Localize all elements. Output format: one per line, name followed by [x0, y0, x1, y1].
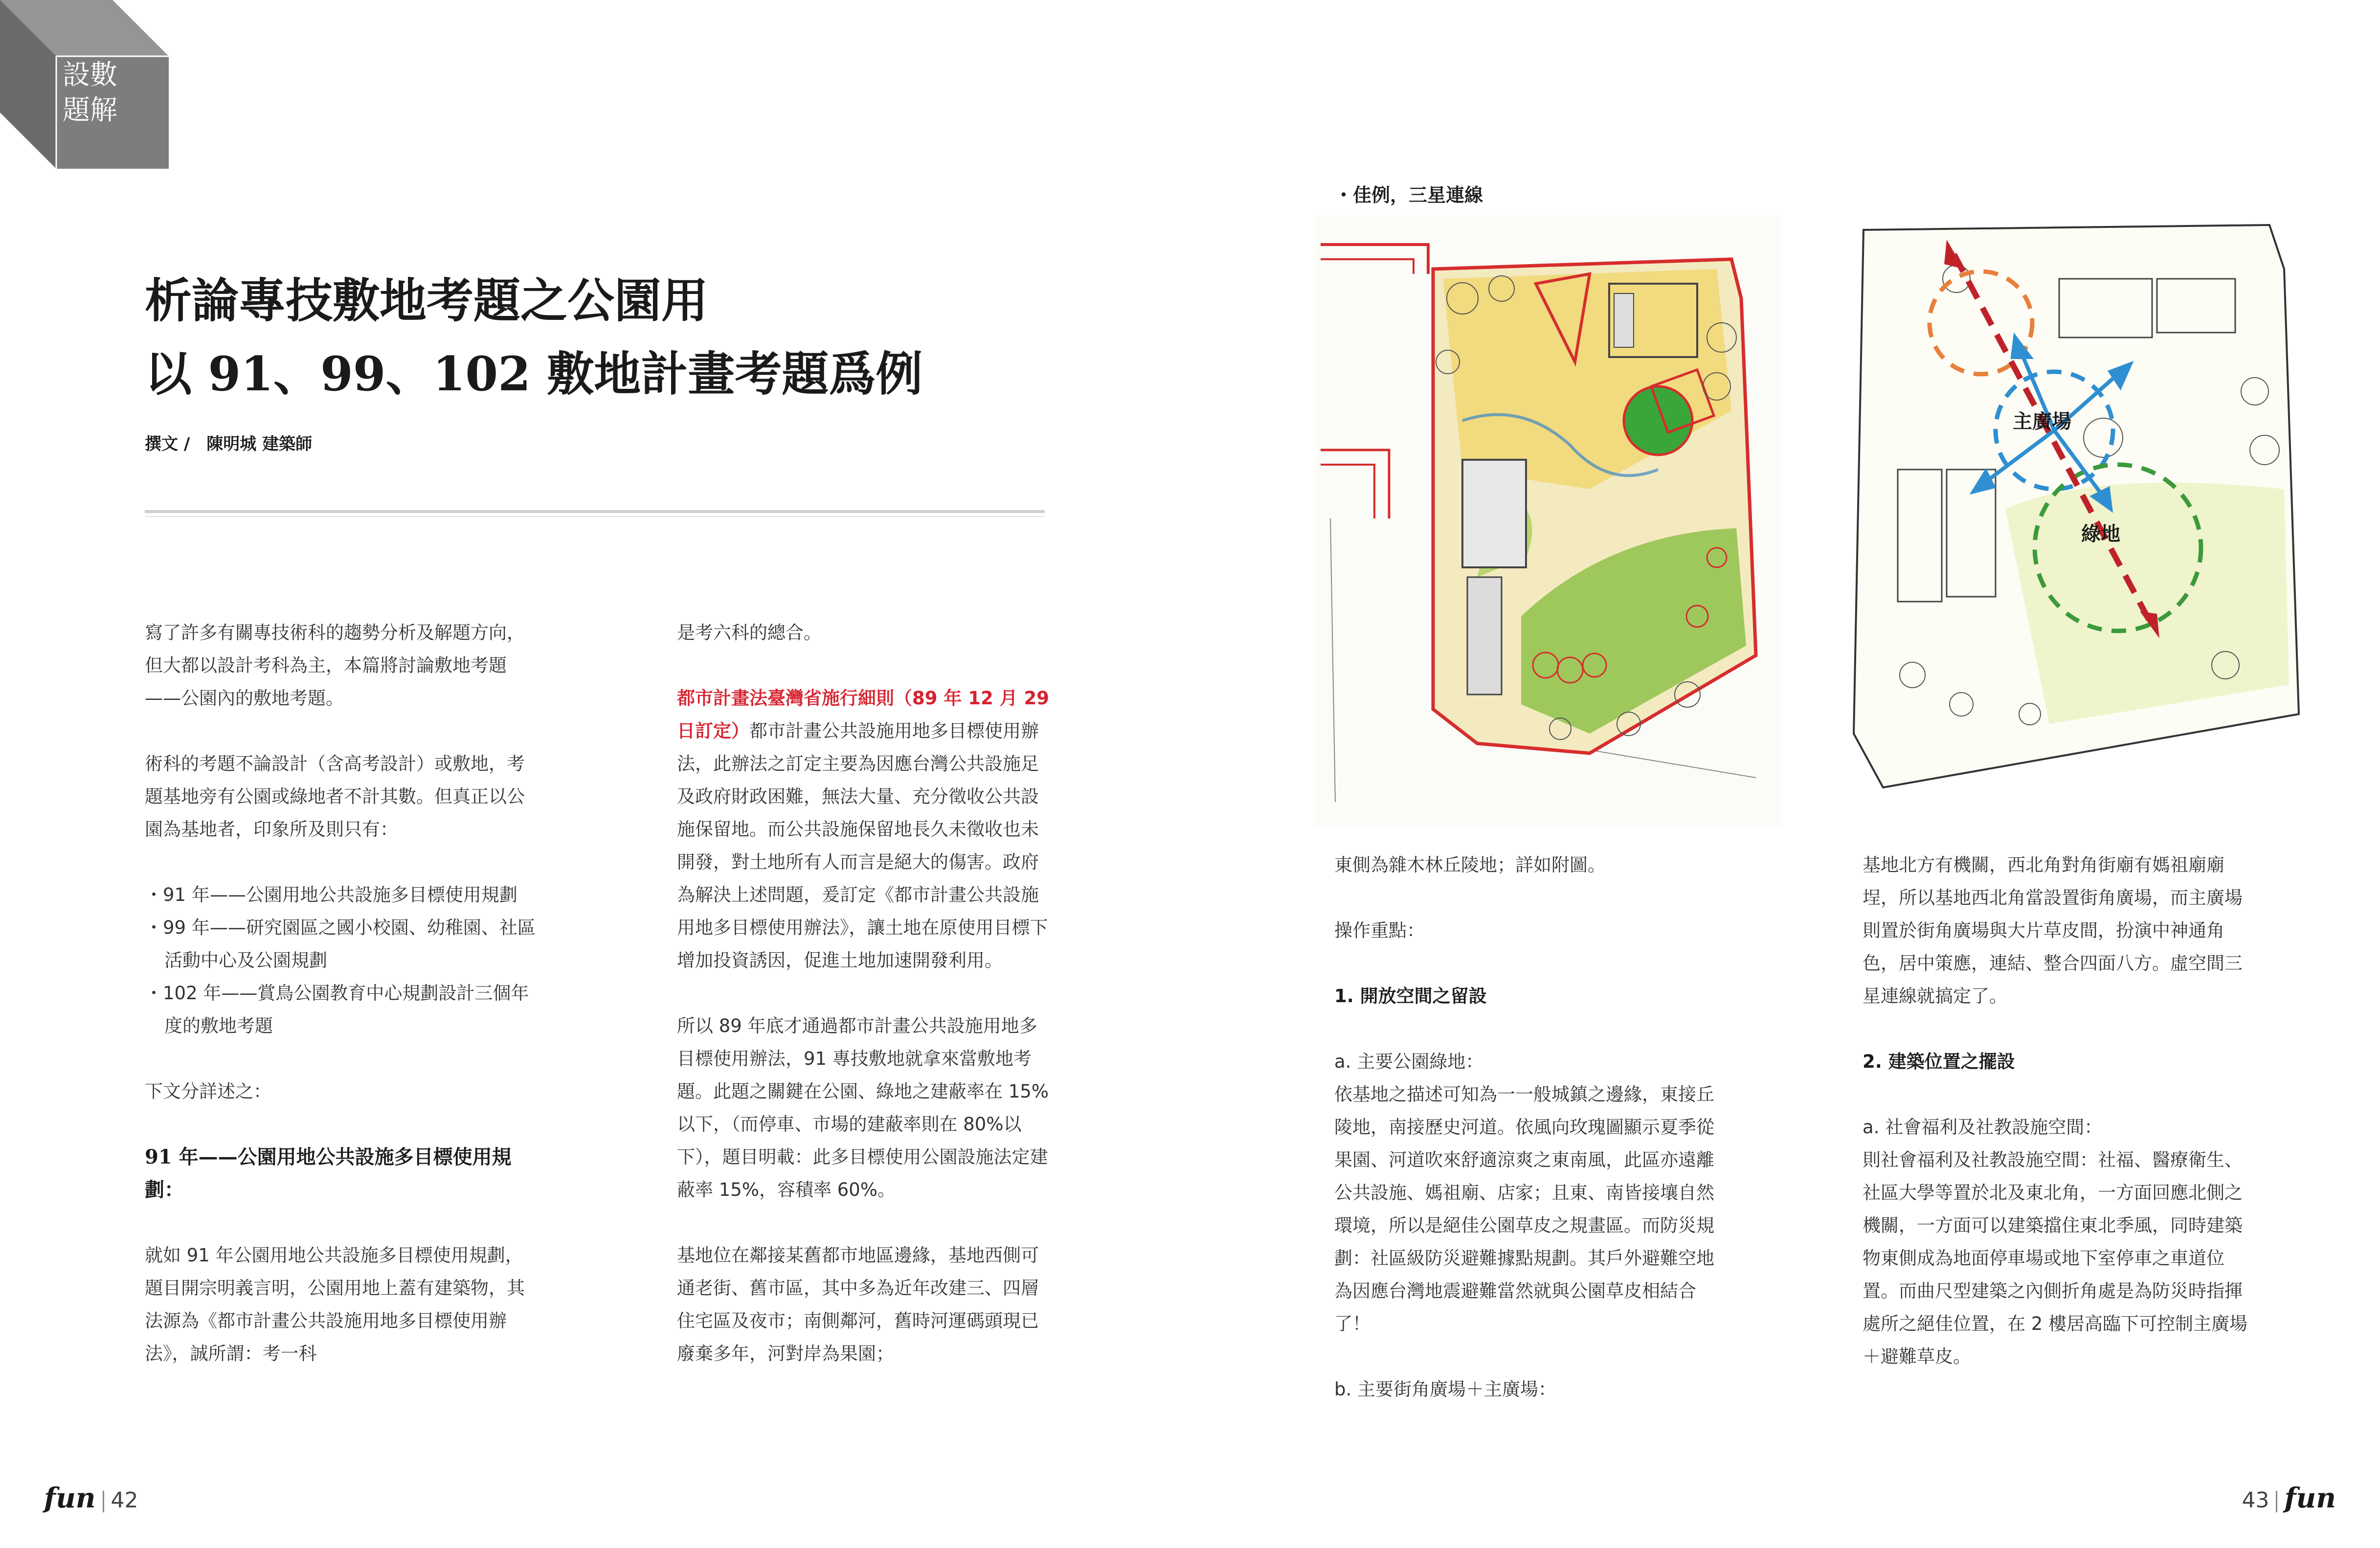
- footer-right: [2242, 1482, 2336, 1514]
- col4-a-label: a. 社會福利及社教設施空間：: [1863, 1117, 2103, 1138]
- col2-paragraph-1: 是考六科的總合。: [677, 622, 822, 643]
- col2-paragraph-2-body: 都市計畫公共設施用地多目標使用辦法，此辦法之訂定主要為因應台灣公共設施足及政府財政困難，無法大量、充分徵收公共設施保留地。而公共設施保留地長久未徵收也未開發，對土地所有人而言是絕大的傷害。政府為解決上述問題，爰訂定《都市計畫公共設施用地多目標使用辦法》，讓土地在原使用目標下增加投資誘因，促進土地加速開發利用。: [677, 720, 1048, 971]
- column-2: [677, 616, 1054, 1403]
- title-line2: 以 91、99、102 敷地計畫考題爲例: [145, 346, 923, 402]
- title-divider: [145, 510, 1045, 513]
- title-line1: 析論專技敷地考題之公園用: [145, 273, 708, 328]
- footer-separator: [2276, 1491, 2277, 1512]
- page-number-right: 43: [2242, 1488, 2269, 1513]
- col4-heading-2: 2. 建築位置之擺設: [1863, 1051, 2015, 1072]
- col4-a-text: 則社會福利及社教設施空間：社福、醫療衛生、社區大學等置於北及東北角，一方面回應北側之機關，一方面可以建築擋住東北季風，同時建築物東側成為地面停車場或地下室停車之車道位置。而曲尺型建築之內側折角處是為防災時指揮處所之絕佳位置，在 2 樓居高臨下可控制主廣場＋避難草皮。: [1863, 1149, 2248, 1367]
- section-badge-line1: 設數: [63, 59, 117, 91]
- col1-bullet-2: ・99 年——研究園區之國小校園、幼稚園、社區活動中心及公園規劃: [145, 917, 536, 971]
- footer-left: [44, 1482, 138, 1514]
- label-green: 綠地: [2081, 523, 2120, 545]
- col2-paragraph-3: 所以 89 年底才通過都市計畫公共設施用地多目標使用辦法，91 專技敷地就拿來當敷地考題。此題之關鍵在公園、綠地之建蔽率在 15%以下，（而停車、市場的建蔽率則在 80%以下），題目明載：此多目標使用公園設施法定建蔽率 15%，容積率 60%。: [677, 1015, 1049, 1200]
- col2-paragraph-2: [677, 682, 1054, 977]
- col1-paragraph-1: 寫了許多有關專技術科的趨勢分析及解題方向，但大都以設計考科為主，本篇將討論敷地考題——公園內的敷地考題。: [145, 622, 525, 709]
- column-4: [1863, 849, 2249, 1406]
- col3-paragraph-2: 操作重點：: [1334, 920, 1425, 941]
- col3-a-text: 依基地之描述可知為一一般城鎮之邊緣，東接丘陵地，南接歷史河道。依風向玫瑰圖顯示夏季從果園、河道吹來舒適涼爽之東南風，此區亦遠離公共設施、媽祖廟、店家；且東、南皆接壤自然環境，所以是絕佳公園草皮之規畫區。而防災規劃：社區級防災避難據點規劃。其戶外避難空地為因應台灣地震避難當然就與公園草皮相結合了！: [1334, 1084, 1714, 1334]
- magazine-logo: fun: [2284, 1482, 2336, 1514]
- three-star-diagram: [1844, 196, 2309, 831]
- title-divider-thin: [145, 516, 1045, 517]
- section-badge: [63, 58, 160, 128]
- figure-caption: ・佳例，三星連線: [1334, 184, 1483, 206]
- magazine-logo: fun: [44, 1482, 96, 1514]
- label-main-plaza: 主廣場: [2013, 410, 2071, 433]
- col3-heading-1: 1. 開放空間之留設: [1334, 986, 1487, 1007]
- site-plan-sketch: [1316, 215, 1780, 827]
- col1-bullet-1: ・91 年——公園用地公共設施多目標使用規劃: [145, 884, 517, 905]
- article-title: [145, 264, 922, 411]
- footer-separator: [103, 1491, 104, 1512]
- col3-paragraph-1: 東側為雜木林丘陵地；詳如附圖。: [1334, 854, 1606, 875]
- col3-a-label: a. 主要公園綠地：: [1334, 1051, 1484, 1072]
- col2-paragraph-4: 基地位在鄰接某舊都市地區邊緣，基地西側可通老街、舊市區，其中多為近年改建三、四層住宅區及夜市；南側鄰河，舊時河運碼頭現已廢棄多年，河對岸為果園；: [677, 1245, 1039, 1364]
- col3-b-label: b. 主要街角廣場＋主廣場：: [1334, 1379, 1557, 1400]
- column-3: [1334, 849, 1726, 1438]
- col1-bullet-3: ・102 年——賞鳥公園教育中心規劃設計三個年度的敷地考題: [145, 983, 529, 1036]
- col1-paragraph-4: 就如 91 年公園用地公共設施多目標使用規劃，題目開宗明義言明，公園用地上蓋有建築物，其法源為《都市計畫公共設施用地多目標使用辦法》，誠所謂：考一科: [145, 1245, 525, 1364]
- byline: 撰文 / 陳明城 建築師: [145, 434, 313, 454]
- column-1: [145, 616, 536, 1403]
- col1-heading: 91 年——公園用地公共設施多目標使用規劃：: [145, 1145, 512, 1201]
- col1-paragraph-2: 術科的考題不論設計（含高考設計）或敷地，考題基地旁有公園或綠地者不計其數。但真正以公園為基地者，印象所及則只有：: [145, 753, 525, 840]
- col4-paragraph-1: 基地北方有機關，西北角對角街廟有媽祖廟廟埕，所以基地西北角當設置街角廣場，而主廣場則置於街角廣場與大片草皮間，扮演中神通角色，居中策應，連結、整合四面八方。虛空間三星連線就搞定了。: [1863, 854, 2243, 1007]
- section-badge-line2: 題解: [63, 94, 117, 126]
- page-number-left: 42: [111, 1488, 138, 1513]
- col1-paragraph-3: 下文分詳述之：: [145, 1081, 271, 1102]
- regulation-highlight: 都市計畫法臺灣省施行細則（89 年 12 月 29 日訂定）: [677, 688, 1049, 741]
